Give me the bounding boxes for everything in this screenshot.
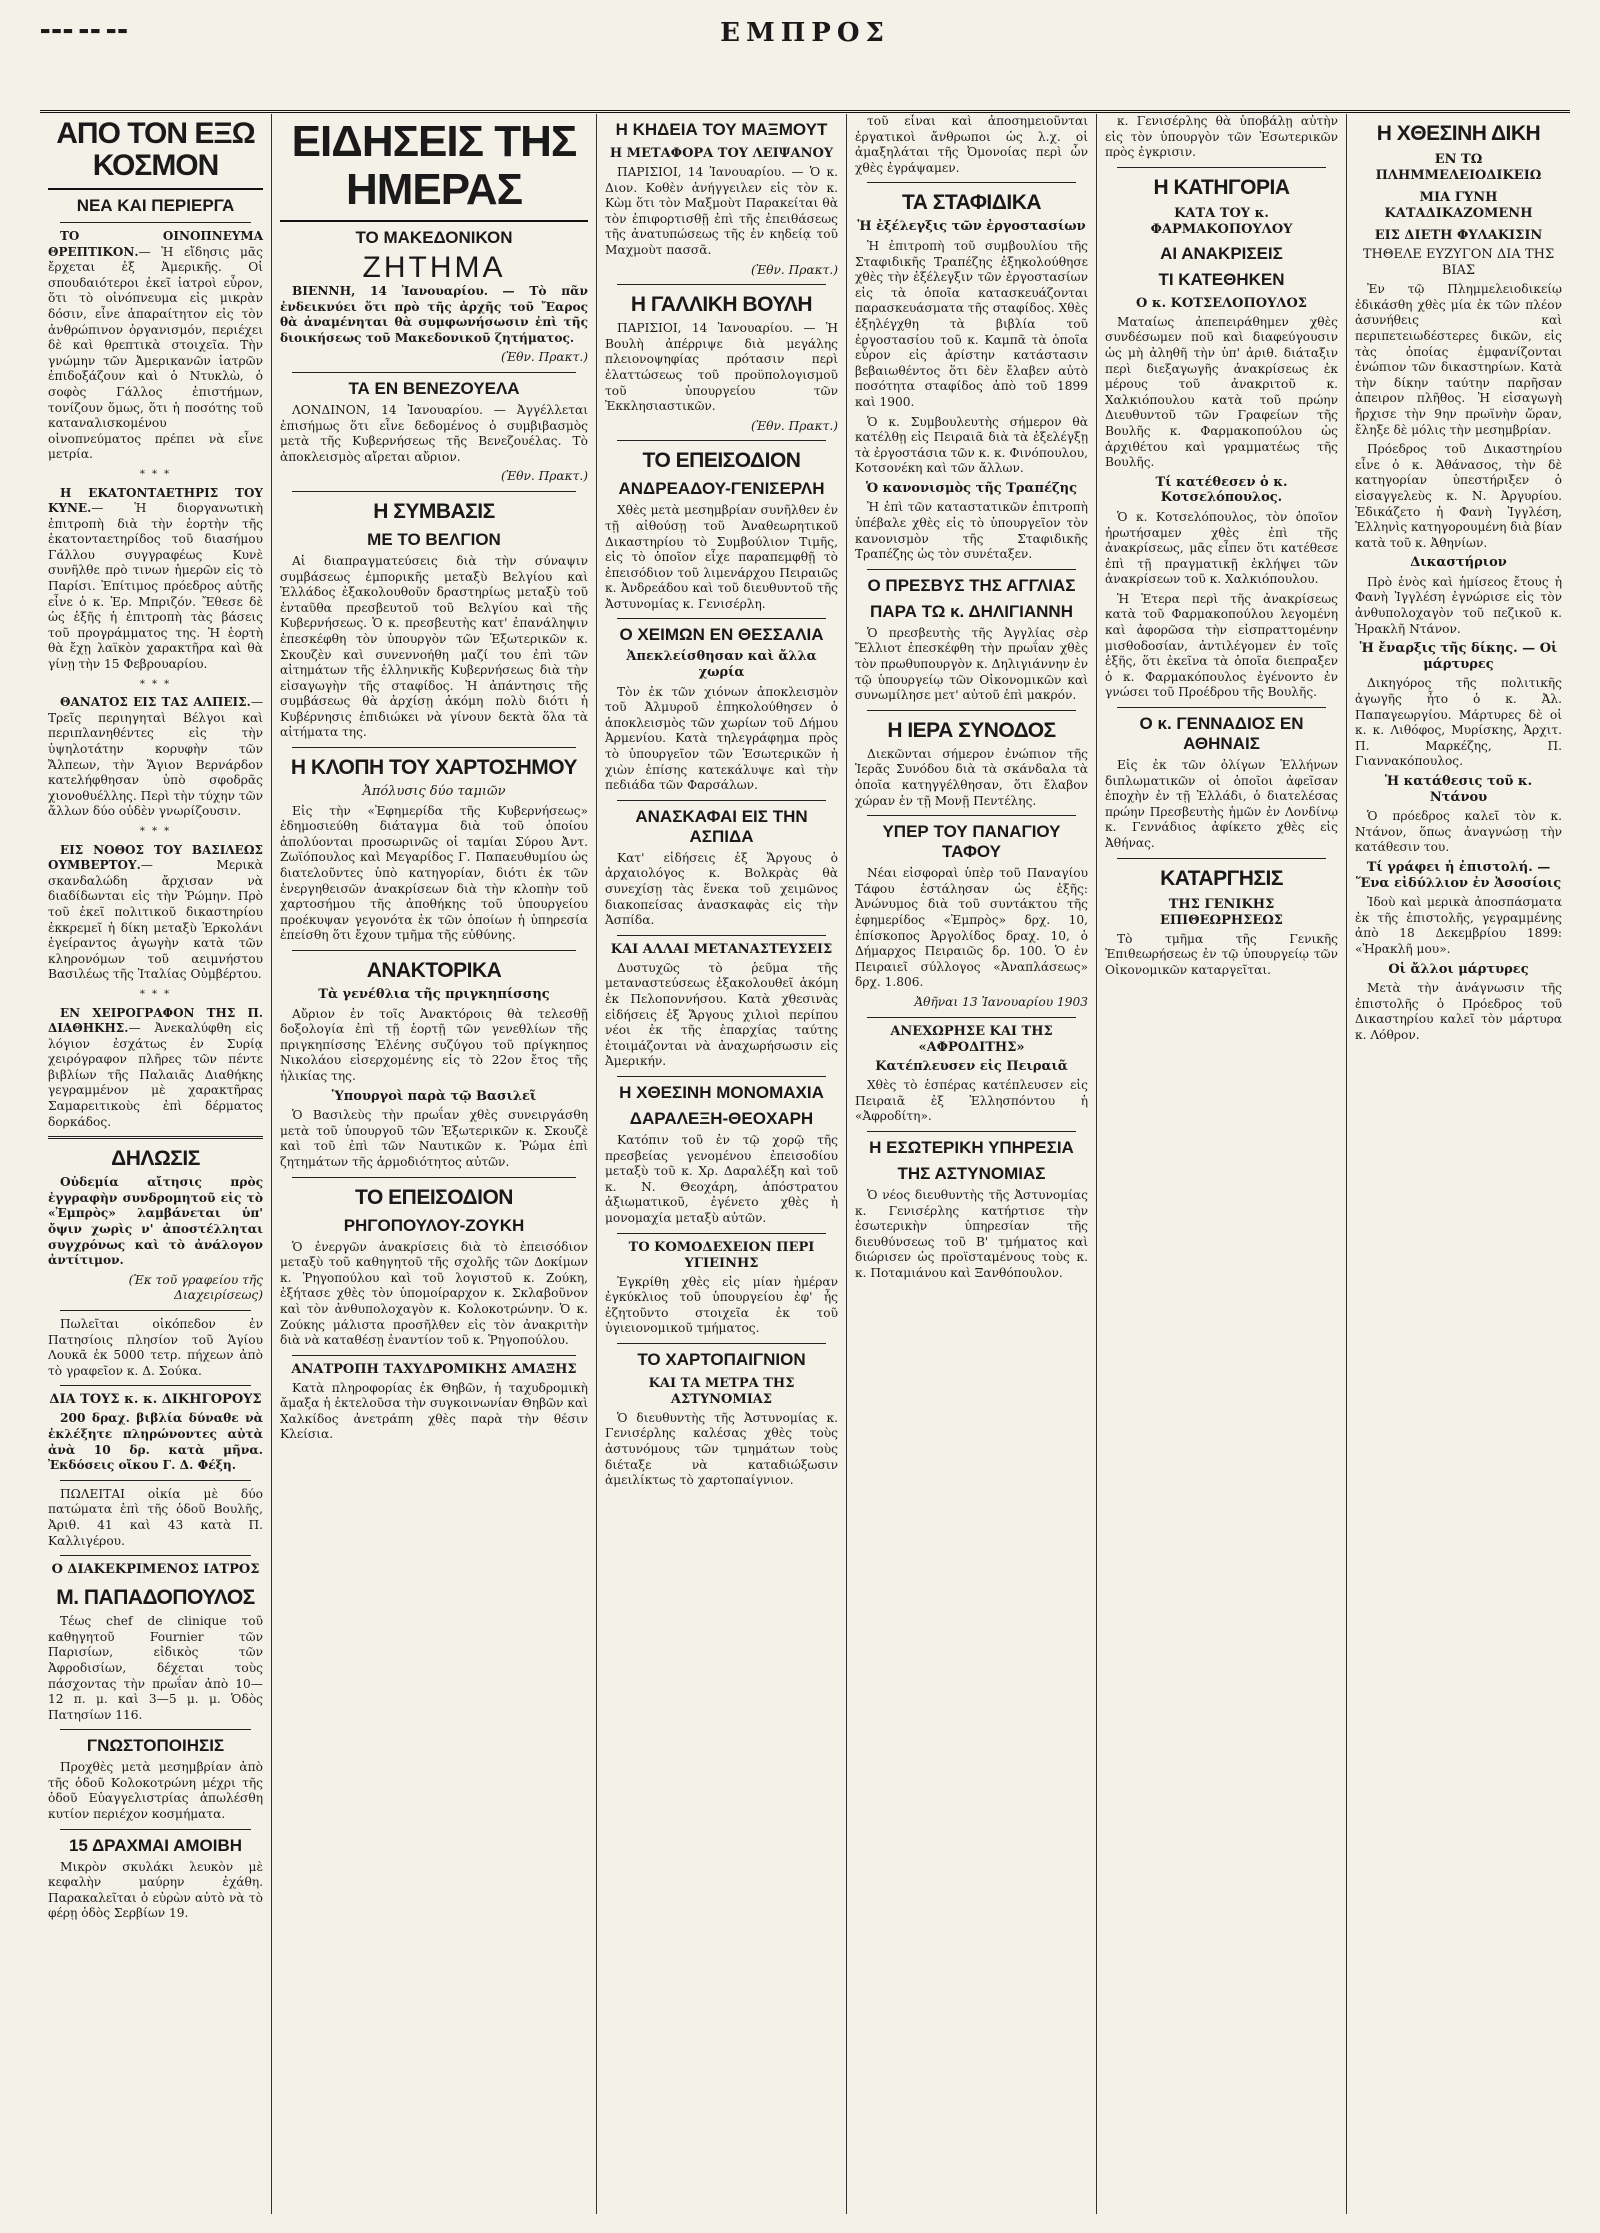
divider [867,815,1076,816]
subheadline: ΤΗΘΕΛΕ ΕΥΖΥΓΟΝ ΔΙΑ ΤΗΣ ΒΙΑΣ [1362,247,1555,278]
divider [60,1480,251,1481]
ad-lawyers-text: 200 δραχ. βιβλία δύναθε νὰ ἐκλέξητε πληρώνοντες αὐτὰ ἀνὰ 10 δρ. κατὰ μῆνα. Ἐκδόσεις οἴκου Γ. Δ. Φέξη. [48,1411,263,1473]
article-text: Ὁ ἐνεργῶν ἀνακρίσεις διὰ τὸ ἐπεισόδιον μεταξὺ τοῦ καθηγητοῦ τῆς σχολῆς τῶν Δοκίμων κ. Ῥηγοπούλου καὶ τοῦ λογιστοῦ κ. Ζούκη, ἐξήτασε χθὲς τὸν ὑπομοίραρχον κ. Σκλαβοῦνον καὶ τὸν ἀνθυπολοχαγὸν κ. Κολοκοτρώνην. Ὁ κ. Ζούκης μάλιστα προσῆλθεν εἰς τὸν ἀνακριτὴν διὰ νὰ καταθέσῃ ἐναντίον τοῦ κ. Ῥηγοπούλου. [280,1239,588,1348]
article-text: Ἐγκρίθη χθὲς εἰς μίαν ἡμέραν ἐγκύκλιος τοῦ ὑπουργείου ἐφ' ἧς ἐζητοῦντο στοιχεῖα ἐκ τοῦ ὑγιειονομικοῦ τμήματος. [605,1274,838,1336]
subheadline: ΑΙ ΑΝΑΚΡΙΣΕΙΣ [1160,243,1283,263]
item-text: — Ἡ διοργανωτικὴ ἐπιτροπὴ διὰ τὴν ἑορτὴν τῆς ἑκατονταετηρίδος τοῦ διασήμου Γάλλου συγγραφέως Κυνὲ συνῆλθε πρὸ τινων ἡμερῶν εἰς τὸ Παρίσι. Ἐπίτιμος πρόεδρος αὐτῆς εἶνε ὁ κ. Ἐρ. Μπριζόν. Ἔθεσε δὲ ὡς ἑξῆς ἡ ἐπιτροπὴ τὰς βάσεις τοῦ προγράμματος της. Ἡ ἑορτὴ θὰ ἔχῃ λαϊκὸν χαρακτῆρα καὶ θὰ γίνῃ τὴν 15 Φεβρουαρίου. [48,501,263,672]
subheadline: Οἱ ἄλλοι μάρτυρες [1388,961,1529,977]
article-text: Εἰς ἐκ τῶν ὀλίγων Ἑλλήνων διπλωματικῶν οἱ ὁποῖοι ἀφεῖσαν ἐποχὴν ἐν τῇ Ἑλλάδι, ὁ διατελέσας πρώην Πρεσβευτὴς ἡμῶν ἐν Λονδίνῳ κ. Γεννάδιος ἀφίκετο χθὲς εἰς Ἀθήνας. [1105,758,1338,850]
headline-trial: Η ΧΘΕΣΙΝΗ ΔΙΚΗ [1376,122,1541,145]
subheadline: ΠΑΡΑ ΤΩ κ. ΔΗΛΙΓΙΑΝΝΗ [870,601,1073,621]
ad-doctor-text: Τέως chef de clinique τοῦ καθηγητοῦ Fournier τῶν Παρισίων, εἰδικὸς τῶν Ἀφροδισίων, δέχεται τοὺς πάσχοντας τὴν πρωΐαν ἀπὸ 10—12 π. μ. καὶ 3—5 μ. μ. Ὁδὸς Πατησίων 116. [48,1614,263,1722]
subheadline: Ἡ ἔναρξις τῆς δίκης. — Οἱ μάρτυρες [1359,641,1558,672]
news-item [48,695,263,820]
article-text: Χθὲς μετὰ μεσημβρίαν συνῆλθεν ἐν τῇ αἰθούσῃ τοῦ Ἀναθεωρητικοῦ Δικαστηρίου τὸ Συμβούλιον Τιμῆς, εἰς τὸ ὁποῖον εἶχε παραπεμφθῇ τὸ ἐπεισόδιον τοῦ λιμενάρχου Πειραιῶς κ. Ἀνδρεάδου καὶ τοῦ διευθυντοῦ τῆς Ἀστυνομίας κ. Γενισέρλη. [605,503,838,611]
article-text: Ὁ πρεσβευτὴς τῆς Ἀγγλίας σὲρ Ἔλλιοτ ἐπεσκέφθη τὴν πρωΐαν χθὲς τὸν πρωθυπουργὸν κ. Δηλιγιάννην ἐν τῷ ὑπουργείῳ τῶν Οἰκονομικῶν καὶ συνωμίλησε μετ' αὐτοῦ ἐπὶ μακρόν. [855,625,1088,703]
subheadline: ΑΝΔΡΕΑΔΟΥ-ΓΕΝΙΣΕΡΛΗ [618,479,825,499]
divider [292,1355,576,1356]
subheadline: ΤΗΣ ΑΣΤΥΝΟΜΙΑΣ [897,1163,1046,1183]
section-subtitle: ΝΕΑ ΚΑΙ ΠΕΡΙΕΡΓΑ [76,196,235,215]
divider [60,1829,251,1830]
article-text: Κατόπιν τοῦ ἐν τῷ χορῷ τῆς πρεσβείας γενομένου ἐπεισοδίου μεταξὺ τοῦ κ. Χρ. Δαραλέξη καὶ τοῦ κ. Ν. Θεοχάρη, ἀπόστρατου ἀξιωματικοῦ, ἐγένετο χθὲς ἡ μονομαχία μεταξὺ αὐτῶν. [605,1132,838,1225]
headline-abolition: ΚΑΤΑΡΓΗΣΙΣ [1160,866,1283,890]
article-text: Ὁ διευθυντὴς τῆς Ἀστυνομίας κ. Γενισέρλης καλέσας χθὲς τοὺς ἀστυνόμους τῶν τμημάτων τοὺς διέταξε νὰ καταδιώξωσιν ἀμειλίκτως τὸ χαρτοπαίγνιον. [605,1410,838,1488]
divider [617,935,826,936]
notice-text: Οὐδεμία αἴτησις πρὸς ἐγγραφὴν συνδρομητοῦ εἰς τὸ «Ἐμπρὸς» λαμβάνεται ὑπ' ὄψιν χωρὶς ν' ἀποστέλληται συγχρόνως καὶ τὸ ἀνάλογον ἀντίτιμον. [48,1175,263,1268]
article-text: Ἐν τῷ Πλημμελειοδικείῳ ἐδικάσθη χθὲς μία ἐκ τῶν πλέον ἀσυνήθεις καὶ περιπετειωδέστερες δικῶν, εἰς τὰς ὁποίας ἐμφανίζονται ἐνώπιον τῶν δικαστηρίων. Κατὰ τὴν δίκην ταύτην παρῆσαν ἀπειρον πλῆθος. Ἡ εἰσαγωγὴ ἤρχισε τὴν 9ην πρωϊνὴν ὥραν, ἔληξε δὲ μόλις τὴν μεσημβρίαν. [1355,282,1562,437]
headline-mail-carriage: ΑΝΑΤΡΟΠΗ ΤΑΧΥΔΡΟΜΙΚΗΣ ΑΜΑΞΗΣ [291,1361,577,1377]
item-head: ΕΙΣ ΝΟΘΟΣ ΤΟΥ ΒΑΣΙΛΕΩΣ ΟΥΜΒΕΡΤΟΥ. [48,842,263,873]
subheadline: Ἀπεκλείσθησαν καὶ ἄλλα χωρία [626,649,817,681]
news-item [48,486,263,673]
subheadline: Κατέπλευσεν εἰς Πειραιᾶ [875,1058,1068,1074]
item-head: ΕΝ ΧΕΙΡΟΓΡΑΦΟΝ ΤΗΣ Π. ΔΙΑΘΗΚΗΣ. [48,1005,263,1036]
divider [1117,858,1326,859]
ad-plot: Πωλεῖται οἰκόπεδον ἐν Πατησίοις πλησίον τοῦ Ἁγίου Λουκᾶ ἐκ 5000 τετρ. πήχεων ἀπὸ τὸ γραφεῖον κ. Δ. Σούκα. [48,1317,263,1378]
item-head: ΤΟ ΟΙΝΟΠΝΕΥΜΑ ΘΡΕΠΤΙΚΟΝ. [48,229,263,259]
article-text: Ὁ πρόεδρος καλεῖ τὸν κ. Ντάνον, ὅπως ἀναγνώσῃ τὴν κατάθεσιν του. [1355,809,1562,855]
article-text: Δυστυχῶς τὸ ῥεῦμα τῆς μεταναστεύσεως ἐξακολουθεῖ ἀκόμη ἐκ Πελοποννήσου. Κατὰ χθεσινὰς εἰδήσεις ἐξ Ἄργους χιλιοὶ περίπου νέοι ἐκ τῆς ἐπαρχίας ταύτης ἐτοιμάζονται νὰ ἀναχωρήσωσιν εἰς Ἀμερικήν. [605,960,838,1069]
item-text: — Μερικὰ σκανδαλώδη ἄρχισαν νὰ διαδίδωνται εἰς τὴν Ῥώμην. Πρὸ τοῦ ἐκεῖ πολιτικοῦ δικαστηρίου ἐκκρεμεῖ ἡ δίκη μεταξὺ Ἐρκολάνι ἐγείραντος ἀγωγὴν κατὰ τῶν κληρονόμων τοῦ αειμνήστου Βασιλέως τῆς Ἰταλίας Οὐμβέρτου. [48,858,263,982]
column-5 [1097,114,1347,2214]
divider [617,440,826,441]
subheadline: Τί κατέθεσεν ὁ κ. Κοτσελόπουλος. [1155,474,1288,506]
subheadline: ΤΙ ΚΑΤΕΘΗΚΕΝ [1158,269,1285,289]
article-continued: τοῦ εἶναι καὶ ἀποσημειοῦνται ἐργατικοὶ ἄνθρωποι ὡς λ.χ. οἱ ἀμαξηλάται τῆς Ὀμονοίας περὶ ὧν χθὲς ἐγράψαμεν. [855,114,1088,175]
article-text: Κατὰ πληροφορίας ἐκ Θηβῶν, ἡ ταχυδρομικὴ ἄμαξα ἡ ἐκτελοῦσα τὴν συγκοινωνίαν Θηβῶν καὶ Χαλκίδος ἀνετράπη χθὲς παρὰ τὴν θέσιν Κλείσια. [280,1380,588,1442]
article-text: ΠΑΡΙΣΙΟΙ, 14 Ἰανουαρίου. — Ἡ Βουλὴ ἀπέρριψε διὰ μεγάλης πλειονοψηφίας πρότασιν περὶ ἐλαττώσεως τοῦ προϋπολογισμοῦ τοῦ ὑπουργείου τῶν Ἐκκλησιαστικῶν. [605,321,838,414]
headline-incident: ΤΟ ΕΠΕΙΣΟΔΙΟΝ [642,449,801,473]
article-text: Ὁ νέος διευθυντὴς τῆς Ἀστυνομίας κ. Γενισέρλης κατήρτισε τὴν ἐσωτερικὴν ὑπηρεσίαν τῆς διευθύνσεως τοῦ Β' τμήματος καὶ διώρισεν ὡς προϊσταμένους τοὺς κ. κ. Ποταμιάνου καὶ Ξανθόπουλον. [855,1187,1088,1280]
ad-doctor-name: Μ. ΠΑΠΑΔΟΠΟΥΛΟΣ [56,1586,255,1610]
divider [617,1343,826,1344]
dateline: ΒΙΕΝΝΗ, 14 Ἰανουαρίου. [292,284,489,298]
article-text: Ἡ ἐπιτροπὴ τοῦ συμβουλίου τῆς Σταφιδικῆς Τραπέζης ἐξηκολούθησε χθὲς τὴν ἐξέλεγξιν τῶν ἐργοστασίων εἰς τὰ ὁποῖα κατασκευάζονται παρασκευάσματα τῆς σταφίδος. Χθὲς ἐξηλέγχθη τὰ βιβλία τοῦ ἐργοστασίου τοῦ κ. Καμπᾶ τὰ ὁποῖα εὗρον εἰς ἀρίστην κατάστασιν βεβαιωθέντος ὅτι δὲν ἔλαβεν αὐτὸ ποσότητα σταφίδος ἀπὸ τοῦ 1899 καὶ 1900. [855,238,1088,409]
headline-holy-sepulchre: ΥΠΕΡ ΤΟΥ ΠΑΝΑΓΙΟΥ ΤΑΦΟΥ [882,822,1061,862]
headline-convention: Η ΣΥΜΒΑΣΙΣ [373,499,495,523]
item-text: — Ἡ εἴδησις μᾶς ἔρχεται ἐξ Ἀμερικῆς. Οἱ σπουδαιότεροι ἐκεῖ ἰατροὶ εὗρον, ὅτι τὸ οἰνόπνευμα εἰς μικρὰν δόσιν, εἶνε ἀπαραίτητον εἰς τὸν ἀνθρώπινον ὀργανισμόν, περιέχει δὲ καὶ θρεπτικὰ στοιχεῖα. Τὴν γνώμην τῶν Ἀμερικανῶν ἰατρῶν ἐπιδοξάζουν καὶ ὁ Ντυκλὼ, ὁ σοφὸς Γάλλος ἐπιστήμων, τονίζουν ὅμως, ὅτι ἡ ποσότης τοῦ καταναλισκομένου οἰνοπνεύματος πρέπει νὰ εἶνε μετρία. [48,244,263,462]
article-text: Ὁ κ. Κοτσελόπουλος, τὸν ὁποῖον ἠρωτήσαμεν χθὲς ἐπὶ τῆς ἀνακρίσεως, μᾶς εἶπεν ὅτι κατέθεσε ἐπὶ τῇ πραγματικῇ ἐκλήψει τῶν ἀνακρίσεων τοῦ κ. Χαλκιόπουλου. [1105,509,1338,587]
headline-french-parliament: Η ΓΑΛΛΙΚΗ ΒΟΥΛΗ [630,293,813,317]
divider-stars: * * * [139,678,172,690]
subheadline: ΕΙΣ ΔΙΕΤΗ ΦΥΛΑΚΙΣΙΝ [1374,228,1543,243]
column-1 [40,114,272,2214]
headline-incident: ΤΟ ΕΠΕΙΣΟΔΙΟΝ [355,1185,513,1209]
article-text: Ὁ Βασιλεὺς τὴν πρωΐαν χθὲς συνειργάσθη μετὰ τοῦ ὑπουργοῦ τῶν Ἐξωτερικῶν κ. Σκουζὲ καὶ τοῦ ἐπὶ τῶν Ναυτικῶν κ. Ῥώμα ἐπὶ ζητημάτων τῆς ἁρμοδιότητος αὐτῶν. [280,1108,588,1169]
ad-reward-title: 15 ΔΡΑΧΜΑΙ ΑΜΟΙΒΗ [68,1835,243,1855]
article-text: Ἰδοὺ καὶ μερικὰ ἀποσπάσματα ἐκ τῆς ἐπιστολῆς, γεγραμμένης ἀπὸ 18 Δεκεμβρίου 1899: «Ἠρακλῆ μου». [1355,895,1562,956]
headline-gambling: ΤΟ ΧΑΡΤΟΠΑΙΓΝΙΟΝ [637,1349,806,1369]
divider [292,950,576,951]
article-text: ΛΟΝΔΙΝΟΝ, 14 Ἰανουαρίου. — Ἀγγέλλεται ἐπισήμως ὅτι εἶνε δεδομένος ὁ συμβιβασμὸς μετὰ τῆς Κυβερνήσεως τῆς Βενεζουέλας. Τὸ ἀποκλεισμὸς αἴρεται αὔριον. [280,402,588,464]
subheadline: Τί γράφει ἡ ἐπιστολή. — Ἕνα εἰδύλλιον ἐν Ἀσοσίοις [1355,859,1562,891]
masthead-ornament: ▬▬▬ ▬▬ ▬▬ [40,24,129,37]
headline-macedonian-spaced: ΖΗΤΗΜΑ [362,251,506,284]
article-text: — Τὸ πᾶν ἐνδεικνύει ὅτι πρὸ τῆς ἀρχῆς τοῦ Ἔαρος θὰ ἀναμένηται θὰ συμφωνήσωσιν ἐπὶ τῆς διοικήσεως τοῦ Μακεδονικοῦ ζητήματος. [280,284,588,345]
item-text: — Ἀνεκαλύφθη εἰς λόγιον ἐσχάτως ἐν Συρίᾳ χειρόγραφον πλῆρες τῶν πέντε βιβλίων τῆς Παλαιᾶς Διαθήκης γεγραμμένον μὲ χαρακτῆρας Σαμαρειτικοὺς ἐπὶ δέρματος δορκάδος. [48,1021,263,1129]
newspaper-title: ΕΜΠΡΟΣ [720,18,890,48]
headline-aphrodite: ΑΝΕΧΩΡΗΣΕ ΚΑΙ ΤΗΣ «ΑΦΡΟΔΙΤΗΣ» [890,1023,1053,1055]
article-text: Πρόεδρος τοῦ Δικαστηρίου εἶνε ὁ κ. Ἀθάνασος, τὴν δὲ κατηγορίαν ὑπεστήριξεν ὁ εἰσαγγελεὺς κ. Ν. Ἀργυρίου. Ἐδικάζετο ἡ Φανὴ Ἰγγλέση, Ἐλληνὶς κατηγορουμένη διὰ βίαν κατὰ τοῦ κ. Ἀθηνίων. [1355,442,1562,550]
headline-venezuela: ΤΑ ΕΝ ΒΕΝΕΖΟΥΕΛΑ [348,378,520,398]
subheadline: Ο κ. ΚΟΤΣΕΛΟΠΟΥΛΟΣ [1136,295,1307,311]
column-6 [1347,114,1570,2214]
newspaper-page [40,18,1570,2218]
subheadline: ΚΑΙ ΤΑ ΜΕΤΡΑ ΤΗΣ ΑΣΤΥΝΟΜΙΑΣ [648,1375,795,1407]
article-text: Εἰς τὴν «Ἐφημερίδα τῆς Κυβερνήσεως» ἐδημοσιεύθη διάταγμα διὰ τοῦ ὁποίου ἀπολύονται προσωρινῶς οἱ ταμίαι Σύρου Ἀντ. Ζωϊόπουλος καὶ Μεγαρίδος Γ. Παπαευθυμίου ὡς διατελοῦντες ὑπὸ κατηγορίαν, διότι ἐκ τῶν ἐνεργηθεισῶν ἀνακρίσεων διὰ τὴν κλοπὴν τοῦ χαρτοσήμου τῆς ἀποθήκης τοῦ ὑπουργείου προέκυψαν γεγονότα ἐκ τῶν ὁποίων ἡ ὑπηρεσία ἐπείσθη ὅτι ἔχουν τμῆμα τῆς εὐθύνης. [280,803,588,943]
headline-duel: Η ΧΘΕΣΙΝΗ ΜΟΝΟΜΑΧΙΑ [619,1082,824,1102]
divider [60,1729,251,1730]
divider [48,1136,263,1139]
subheadline: Ἡ κατάθεσις τοῦ κ. Ντάνου [1384,774,1533,805]
article-text: ΠΑΡΙΣΙΟΙ, 14 Ἰανουαρίου. — Ὁ κ. Διον. Κοθὲν ἀνήγγειλεν εἰς τὸν κ. Κὼμ ὅτι τὸν Μαξμοὺτ Παρακείται θὰ τὸν ἐπιφορτισθῇ ἐπὶ τῆς ἐπειθάσεως τῆς ἀνατυπώσεως τῆς ἐν κηδείᾳ τοῦ Μαχμοὺτ πασσᾶ. [605,165,838,257]
section-banner-abroad: ΑΠΟ ΤΟΝ ΕΞΩ ΚΟΣΜΟΝ [48,114,263,190]
subheadline: ΜΙΑ ΓΥΝΗ ΚΑΤΑΔΙΚΑΖΟΜΕΝΗ [1384,190,1533,221]
ad-house: ΠΩΛΕΙΤΑΙ οἰκία μὲ δύο πατώματα ἐπὶ τῆς ὁδοῦ Βουλῆς, Ἀριθ. 41 καὶ 43 κατὰ Π. Καλλιγέρου. [48,1486,263,1548]
article-text: Πρὸ ἐνὸς καὶ ἡμίσεος ἔτους ἡ Φανὴ Ἰγγλέση ἐγνώρισε εἰς τὸν ἀνθυπολοχαγὸν τοῦ πεζικοῦ κ. Ἠρακλῆ Ντάνον. [1355,574,1562,636]
divider [60,1555,251,1556]
headline-macedonian: ΤΟ ΜΑΚΕΔΟΝΙΚΟΝ [355,228,513,247]
article-text: Αὔριον ἐν τοῖς Ἀνακτόροις θὰ τελεσθῇ δοξολογία ἐπὶ τῇ ἑορτῇ τῶν γενεθλίων τῆς πριγκηπίσσης Ἑλένης συζύγου τοῦ πρίγκηπος Νικολάου εἰσερχομένης εἰς τὸ 22ον ἔτος τῆς ἡλικίας της. [280,1006,588,1083]
subheadline: Η ΜΕΤΑΦΟΡΑ ΤΟΥ ΛΕΙΨΑΝΟΥ [609,146,834,161]
article-text: Μετὰ τὴν ἀνάγνωσιν τῆς ἐπιστολῆς ὁ Πρόεδρος τοῦ Δικαστηρίου καλεῖ τὸν μάρτυρα κ. Λόθρον. [1355,981,1562,1042]
columns [40,114,1570,2214]
subheadline: Ἡ ἐξέλεγξις τῶν ἐργοστασίων [857,219,1086,235]
divider [617,1076,826,1077]
divider [292,747,576,748]
article-text: Χθὲς τὸ ἑσπέρας κατέπλευσεν εἰς Πειραιᾶ ἐξ Ἑλλησπόντου ἡ «Ἀφροδίτη». [855,1078,1088,1124]
article-source: (Ἐθν. Πρακτ.) [750,262,838,277]
divider [617,800,826,801]
item-head: ΘΑΝΑΤΟΣ ΕΙΣ ΤΑΣ ΑΛΠΕΙΣ. [60,695,251,710]
article-text: Τὸν ἐκ τῶν χιόνων ἀποκλεισμὸν τοῦ Ἀλμυροῦ ἐπηκολούθησεν ὁ ἀποκλεισμὸς τῶν χωρίων τοῦ Δήμου Ἀρμενίου. Κατὰ τηλεγράφημα πρὸς τὸ ὑπουργεῖον τῶν Ἐσωτερικῶν ἡ χιὼν ἐπίσης κατεκάλυψε καὶ τὴν πεδιάδα τῶν Φαρσάλων. [605,684,838,793]
divider-stars: * * * [139,468,172,480]
article-source: (Ἐθν. Πρακτ.) [500,469,588,484]
masthead [40,18,1570,113]
headline-palace: ΑΝΑΚΤΟΡΙΚΑ [366,959,502,982]
news-item [48,843,263,983]
subheadline: ΡΗΓΟΠΟΥΛΟΥ-ΖΟΥΚΗ [343,1215,525,1235]
divider [867,1017,1076,1018]
headline-funeral: Η ΚΗΔΕΙΑ ΤΟΥ ΜΑΞΜΟΥΤ [615,120,828,139]
article-source: (Ἐθν. Πρακτ.) [500,350,588,365]
article-text: Δικηγόρος τῆς πολιτικῆς ἀγωγῆς ἦτο ὁ κ. Ἀλ. Παπαγεωργίου. Μάρτυρες δὲ οἱ κ. κ. Λιθόφος, Μυρίσκης, Ἀρχιτ. Π. Μαρκέζης, Π. Γιαννακόπουλος. [1355,676,1562,769]
subheadline: Ὁ κανονισμὸς τῆς Τραπέζης [865,480,1078,496]
subheadline: Τὰ γενέθλια τῆς πριγκηπίσσης [318,987,550,1002]
section-banner-news: ΕΙΔΗΣΕΙΣ ΤΗΣ ΗΜΕΡΑΣ [280,114,588,222]
divider [867,1131,1076,1132]
headline-police-service: Η ΕΣΩΤΕΡΙΚΗ ΥΠΗΡΕΣΙΑ [869,1137,1074,1157]
headline-hygiene: ΤΟ ΚΟΜΟΔΕΧΕΙΟΝ ΠΕΡΙ ΥΓΙΕΙΝΗΣ [628,1239,815,1271]
ad-reward-text: Μικρὸν σκυλάκι λευκὸν μὲ κεφαλὴν μαύρην ἐχάθη. Παρακαλεῖται ὁ εὑρὼν αὐτὸ νὰ τὸ φέρῃ ὁδὸς Σερβίων 19. [48,1859,263,1921]
article-text: Κατ' εἰδήσεις ἐξ Ἄργους ὁ ἀρχαιολόγος κ. Βολκρὰς θὰ συνεχίσῃ τὰς ἕνεκα τοῦ χειμῶνος διακοπείσας ἀνασκαφὰς εἰς τὴν Ἀσπίδα. [605,850,838,928]
news-item [48,1006,263,1131]
divider [1117,707,1326,708]
item-text: — Τρεῖς περιηγηταὶ Βέλγοι καὶ περιπλανηθέντες εἰς τὴν ὑψηλοτάτην κορυφὴν τῶν Ἄλπεων, τὴν Ἅγιον Βερνάρδον κατελήφθησαν ὑπὸ σφοδρᾶς χιονοθυέλλης. Περὶ τὴν τύχην τῶν ἄλλων δύο οὐδὲν γνωρίζουσιν. [48,695,263,819]
article-text: Ἡ Ἑτερα περὶ τῆς ἀνακρίσεως κατὰ τοῦ Φαρμακοπούλου λεγομένη καὶ ἀφορῶσα τὴν εἰσπραττομένην μισθοδοσίαν, ἀντιλέγομεν ἐν τοῖς ἑξῆς, ὅτι ἐκεῖνα τὰ ὁποῖα διεπραξεν ὁ κ. Φαρμακόπουλος ἐγένοντο ἐν γνώσει τοῦ Προέδρου τῆς Βουλῆς. [1105,591,1338,700]
notice-title: ΔΗΛΩΣΙΣ [111,1147,200,1171]
headline-gennadios: Ο κ. ΓΕΝΝΑΔΙΟΣ ΕΝ ΑΘΗΝΑΙΣ [1139,714,1304,754]
divider [1117,167,1326,168]
subheadline: ΔΑΡΑΛΕΞΗ-ΘΕΟΧΑΡΗ [629,1108,814,1128]
news-item [48,229,263,463]
article-text: Τὸ τμῆμα τῆς Γενικῆς Ἐπιθεωρήσεως ἐν τῷ ὑπουργείῳ τῶν Οἰκονομικῶν καταργεῖται. [1105,931,1338,977]
article-continued: κ. Γενισέρλης θὰ ὑποβάλῃ αὐτὴν εἰς τὸν ὑπουργὸν τῶν Ἐσωτερικῶν πρὸς ἐγκρισιν. [1105,114,1338,160]
divider [867,569,1076,570]
headline-excavations: ΑΝΑΣΚΑΦΑΙ ΕΙΣ ΤΗΝ ΑΣΠΙΔΑ [635,806,808,846]
divider [617,1233,826,1234]
article-source: (Ἐθν. Πρακτ.) [750,418,838,433]
ad-lawyers-title: ΔΙΑ ΤΟΥΣ κ. κ. ΔΙΚΗΓΟΡΟΥΣ [49,1392,262,1408]
ad-notice-title: ΓΝΩΣΤΟΠΟΙΗΣΙΣ [86,1736,225,1756]
subheadline-belgium: ΜΕ ΤΟ ΒΕΛΓΙΟΝ [367,529,501,549]
divider [617,284,826,285]
divider [617,618,826,619]
headline-synod: Η ΙΕΡΑ ΣΥΝΟΔΟΣ [887,718,1056,742]
ad-doctor-kicker: Ο ΔΙΑΚΕΚΡΙΜΕΝΟΣ ΙΑΤΡΟΣ [51,1562,260,1578]
article-source: Ἀθῆναι 13 Ἰανουαρίου 1903 [914,994,1088,1009]
ad-notice-text: Προχθὲς μετὰ μεσημβρίαν ἀπὸ τῆς ὁδοῦ Κολοκοτρώνη μέχρι τῆς ὁδοῦ Εὐαγγελιστρίας ἀπωλέσθη κυτίον περιέχον κοσμήματα. [48,1760,263,1822]
item-head: Η ΕΚΑΤΟΝΤΑΕΤΗΡΙΣ ΤΟΥ ΚΥΝΕ. [48,485,263,516]
article-text: Ἡ ἐπὶ τῶν καταστατικῶν ἐπιτροπὴ ὑπέβαλε χθὲς εἰς τὸ ὑπουργεῖον τὸν κανονισμὸν τῆς Σταφιδικῆς Τραπέζης ὡς τὸν συνέταξεν. [855,500,1088,562]
column-4 [847,114,1097,2214]
subheadline: Ὑπουργοὶ παρὰ τῷ Βασιλεῖ [331,1088,537,1104]
subheadline: ΚΑΤΑ ΤΟΥ κ. ΦΑΡΜΑΚΟΠΟΥΛΟΥ [1150,205,1293,237]
headline-winter: Ο ΧΕΙΜΩΝ ΕΝ ΘΕΣΣΑΛΙΑ [619,625,824,645]
article-text: Αἱ διαπραγματεύσεις διὰ τὴν σύναψιν συμβάσεως ἐμπορικῆς μεταξὺ Βελγίου καὶ Ἑλλάδος ἐξακολουθοῦν δραστηρίως μεταξὺ τοῦ ἐνταῦθα πρεσβευτοῦ τοῦ Βελγίου καὶ τῆς Κυβερνήσεως. Ὁ κ. πρεσβευτὴς κατ' ἐπανάληψιν ἐπεσκέφθη τὸν ὑπουργὸν τῶν Ἐξωτερικῶν κ. Σκουζὲν καὶ συνεννοήθη μαζί του ἐπὶ τῶν αἰτημάτων τῆς ἑλληνικῆς Κυβερνήσεως διὰ τὴν εἰσαγωγὴν τῆς σταφίδος. Ἡ ἀπάντησις τῆς συμβάσεως θὰ ἀρχίσῃ ἀκόμη πολὺ διότι ἡ Κυβέρνησις ἐπιδιώκει νὰ γίνουν δεκτὰ ὅλα τὰ αἰτήματα της. [280,553,588,740]
headline-emigration: ΚΑΙ ΑΛΛΑΙ ΜΕΤΑΝΑΣΤΕΥΣΕΙΣ [610,941,833,957]
subheadline: Ἀπόλυσις δύο ταμιῶν [362,784,506,800]
divider [60,222,251,223]
article-text: Ματαίως ἀπεπειράθημεν χθὲς συνδέσωμεν ποῦ καὶ διαφεύγουσιν ὡς μὴ ἀληθῆ τὴν ὑπ' ἀριθ. διάταξιν περὶ διεξαγωγῆς ἀνακρίσεως ἐκ μέρους τοῦ ἀνακριτοῦ κ. Χαλκιόπουλου κατὰ τοῦ πρώην Διευθυντοῦ τῶν Γραφείων τῆς Βουλῆς κ. Φαρμακοπούλου ὡς ἀρχιθέτου καὶ γραμματέως τῆς Βουλῆς. [1105,314,1338,470]
notice-source: (Ἐκ τοῦ γραφείου τῆς Διαχειρίσεως) [128,1272,263,1303]
article-text: Διεκῶνται σήμερον ἐνώπιον τῆς Ἱερᾶς Συνόδου διὰ τὰ σκάνδαλα τὰ ὁποῖα κατηγγέλθησαν, ὅτι ἔλαβον χώραν ἐν τῇ Μονῇ Πεντέλης. [855,746,1088,808]
divider [867,182,1076,183]
subheadline: ΤΗΣ ΓΕΝΙΚΗΣ ΕΠΙΘΕΩΡΗΣΕΩΣ [1160,896,1283,928]
column-3 [597,114,847,2214]
divider [292,372,576,373]
column-2 [272,114,597,2214]
subheadline: ΕΝ ΤΩ ΠΛΗΜΜΕΛΕΙΟΔΙΚΕΙΩ [1375,152,1542,183]
article-text: Ὁ κ. Συμβουλευτὴς σήμερον θὰ κατέλθῃ εἰς Πειραιᾶ διὰ τὰ ἐξελέγξῃ τὰ ἐργοστάσια τῶν κ. κ. Φινόπουλου, Κοτσονέκη καὶ τῶν ἄλλων. [855,414,1088,476]
divider [60,1310,251,1311]
divider [292,491,576,492]
article-text: Νέαι εἰσφοραὶ ὑπὲρ τοῦ Παναγίου Τάφου ἐστάλησαν ὡς ἑξῆς: Ἀνώνυμος διὰ τοῦ συντάκτου τῆς ἐφημερίδος «Ἐμπρὸς» δρχ. 10, ἐπίσκοπος Ἀργολίδος δραχ. 10, ὁ Δήμαρχος Πειραιῶς δρ. 100. Ὁ ἐν Πειραιεῖ σύλλογος «Ἀναπλάσεως» δρχ. 1.806. [855,866,1088,990]
divider [292,1177,576,1178]
divider-stars: * * * [139,825,172,837]
divider [867,710,1076,711]
headline-stamp-theft: Η ΚΛΟΠΗ ΤΟΥ ΧΑΡΤΟΣΗΜΟΥ [290,756,578,780]
headline-accusation: Η ΚΑΤΗΓΟΡΙΑ [1153,175,1290,199]
headline-currants: ΤΑ ΣΤΑΦΙΔΙΚΑ [901,191,1042,215]
divider-stars: * * * [139,988,172,1000]
headline-ambassador: Ο ΠΡΕΣΒΥΣ ΤΗΣ ΑΓΓΛΙΑΣ [867,575,1076,595]
subheadline: Δικαστήριον [1410,555,1507,571]
divider [60,1385,251,1386]
